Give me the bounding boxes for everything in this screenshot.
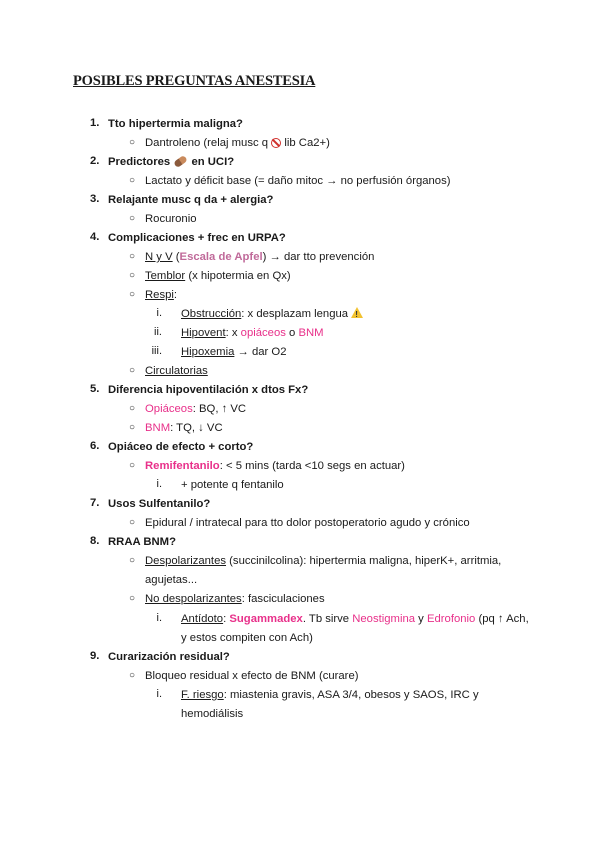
bullet: ○	[129, 670, 136, 681]
roman-numeral: ii.	[154, 326, 162, 338]
bullet: ○	[129, 517, 136, 528]
roman-numeral: i.	[156, 688, 162, 700]
answer-4-3-i: Obstrucción: x desplazam lengua !	[181, 307, 363, 321]
bullet: ○	[129, 403, 136, 414]
question-6: Opiáceo de efecto + corto?	[108, 441, 254, 453]
answer-4-3-ii: Hipovent: x opiáceos o BNM	[181, 327, 324, 339]
answer-3-1: Rocuronio	[145, 213, 197, 225]
question-number: 3.	[90, 193, 100, 205]
answer-9-1-i-cont: hemodiálisis	[181, 708, 244, 720]
answer-9-1-i: F. riesgo: miastenia gravis, ASA 3/4, obesos y SAOS, IRC y	[181, 689, 479, 701]
question-4: Complicaciones + frec en URPA?	[108, 232, 286, 244]
no-entry-icon	[271, 138, 281, 148]
answer-4-4: Circulatorias	[145, 365, 208, 377]
roman-numeral: i.	[156, 307, 162, 319]
question-number: 1.	[90, 117, 100, 129]
question-5: Diferencia hipoventilación x dtos Fx?	[108, 384, 309, 396]
bullet: ○	[129, 137, 136, 148]
answer-7-1: Epidural / intratecal para tto dolor postoperatorio agudo y crónico	[145, 517, 470, 529]
bullet: ○	[129, 270, 136, 281]
question-2: Predictores en UCI?	[108, 156, 235, 168]
question-number: 4.	[90, 231, 100, 243]
question-3: Relajante musc q da + alergia?	[108, 194, 274, 206]
answer-4-3: Respi:	[145, 289, 178, 301]
question-number: 8.	[90, 535, 100, 547]
bullet: ○	[129, 175, 136, 186]
page-title: POSIBLES PREGUNTAS ANESTESIA	[73, 73, 316, 89]
answer-8-2-i: Antídoto: Sugammadex. Tb sirve Neostigmina y Edrofonio (pq ↑ Ach,	[181, 613, 529, 625]
question-number: 7.	[90, 497, 100, 509]
question-7: Usos Sulfentanilo?	[108, 498, 211, 510]
answer-2-1: Lactato y déficit base (= daño mitoc → no perfusión órganos)	[145, 175, 451, 187]
bullet: ○	[129, 555, 136, 566]
bullet: ○	[129, 422, 136, 433]
bullet: ○	[129, 251, 136, 262]
question-number: 2.	[90, 155, 100, 167]
answer-5-2: BNM: TQ, ↓ VC	[145, 422, 223, 434]
bullet: ○	[129, 365, 136, 376]
question-1: Tto hipertermia maligna?	[108, 118, 243, 130]
answer-4-3-iii: Hipoxemia → dar O2	[181, 346, 287, 358]
answer-6-1: Remifentanilo: < 5 mins (tarda <10 segs en actuar)	[145, 460, 405, 472]
question-number: 5.	[90, 383, 100, 395]
answer-9-1: Bloqueo residual x efecto de BNM (curare)	[145, 670, 359, 682]
answer-5-1: Opiáceos: BQ, ↑ VC	[145, 403, 247, 415]
bullet: ○	[129, 593, 136, 604]
roman-numeral: i.	[156, 612, 162, 624]
question-number: 6.	[90, 440, 100, 452]
bullet: ○	[129, 289, 136, 300]
question-8: RRAA BNM?	[108, 536, 176, 548]
answer-4-1: N y V (Escala de Apfel) → dar tto prevención	[145, 251, 375, 263]
answer-1-1: Dantroleno (relaj musc q lib Ca2+)	[145, 137, 330, 149]
answer-4-2: Temblor (x hipotermia en Qx)	[145, 270, 291, 282]
answer-8-2-i-cont: y estos compiten con Ach)	[181, 632, 313, 644]
answer-8-2: No despolarizantes: fasciculaciones	[145, 593, 325, 605]
answer-8-1: Despolarizantes (succinilcolina): hipertermia maligna, hiperK+, arritmia,	[145, 555, 502, 567]
bullet: ○	[129, 460, 136, 471]
answer-6-1-i: + potente q fentanilo	[181, 479, 284, 491]
question-number: 9.	[90, 650, 100, 662]
bullet: ○	[129, 213, 136, 224]
pill-icon	[173, 155, 188, 168]
roman-numeral: iii.	[151, 345, 162, 357]
roman-numeral: i.	[156, 478, 162, 490]
answer-8-1-cont: agujetas...	[145, 574, 198, 586]
warning-icon	[351, 307, 363, 318]
question-9: Curarización residual?	[108, 651, 230, 663]
